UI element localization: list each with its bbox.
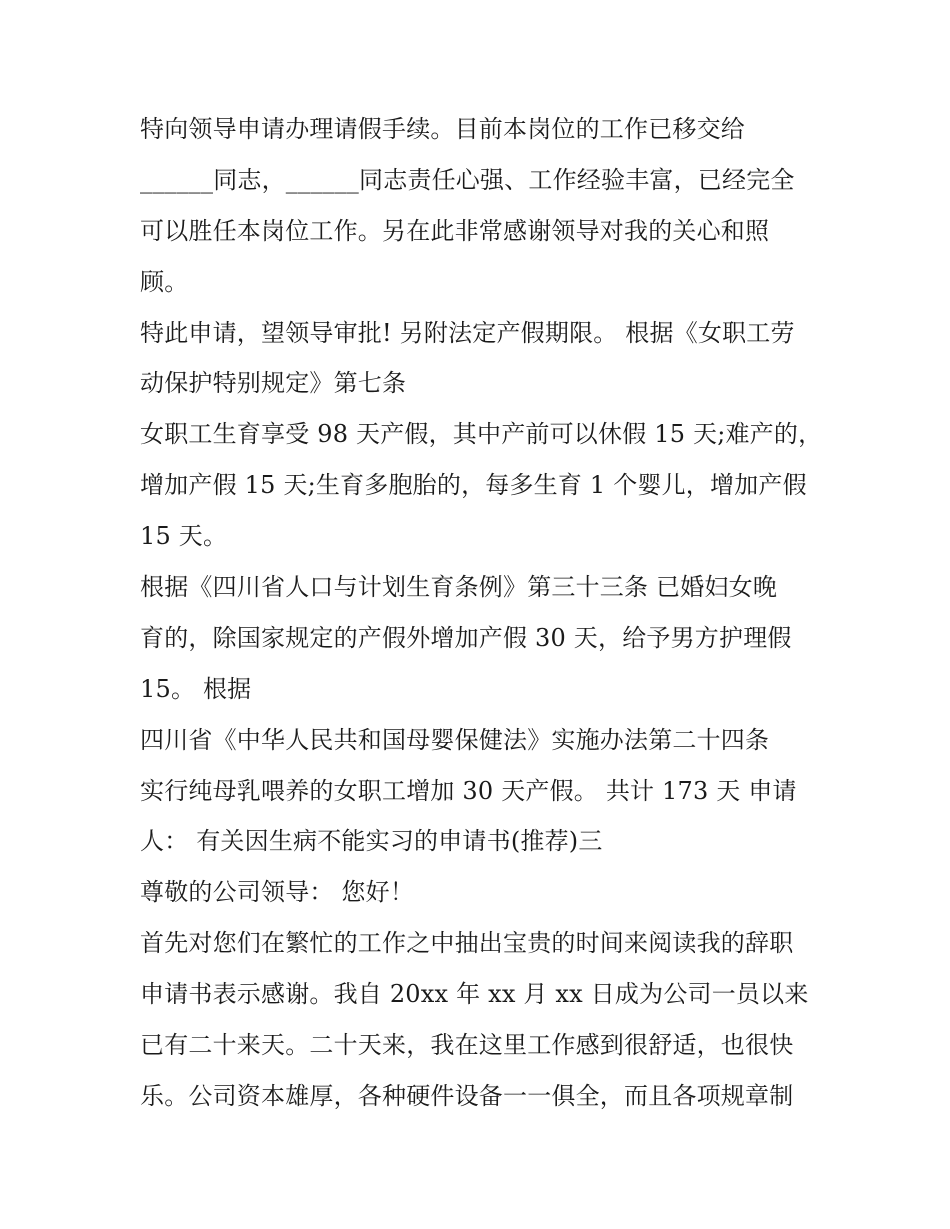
text-line: 动保护特别规定》第七条 <box>140 369 407 398</box>
text-line: 已有二十来天。二十天来，我在这里工作感到很舒适，也很快 <box>140 1031 794 1060</box>
text-line: 顾。 <box>140 267 189 296</box>
text-line: 育的，除国家规定的产假外增加产假 30 天，给予男方护理假 <box>140 623 792 652</box>
text-line: 特此申请，望领导审批! 另附法定产假期限。 根据《女职工劳 <box>140 318 795 347</box>
text-line: 四川省《中华人民共和国母婴保健法》实施办法第二十四条 <box>140 725 770 754</box>
text-line: 根据《四川省人口与计划生育条例》第三十三条 已婚妇女晚 <box>140 573 778 602</box>
text-line: 申请书表示感谢。我自 20xx 年 xx 月 xx 日成为公司一员以来 <box>140 980 809 1009</box>
text-line: 可以胜任本岗位工作。另在此非常感谢领导对我的关心和照 <box>140 216 770 245</box>
text-line: 15 天。 <box>140 522 228 551</box>
text-line: 人： 有关因生病不能实习的申请书(推荐)三 <box>140 827 603 856</box>
text-line: 15。 根据 <box>140 674 252 703</box>
text-line: 女职工生育享受 98 天产假，其中产前可以休假 15 天;难产的， <box>140 420 823 449</box>
text-line: 乐。公司资本雄厚，各种硬件设备一一俱全，而且各项规章制 <box>140 1081 794 1110</box>
text-line: ______同志，______同志责任心强、工作经验丰富，已经完全 <box>140 165 795 194</box>
text-line: 尊敬的公司领导： 您好！ <box>140 878 415 907</box>
text-line: 实行纯母乳喂养的女职工增加 30 天产假。 共计 173 天 申请 <box>140 776 797 805</box>
text-line: 特向领导申请办理请假手续。目前本岗位的工作已移交给 <box>140 115 745 143</box>
text-line: 增加产假 15 天;生育多胞胎的，每多生育 1 个婴儿，增加产假 <box>140 471 807 500</box>
text-line: 首先对您们在繁忙的工作之中抽出宝贵的时间来阅读我的辞职 <box>140 929 794 958</box>
document-body <box>140 104 830 1122</box>
